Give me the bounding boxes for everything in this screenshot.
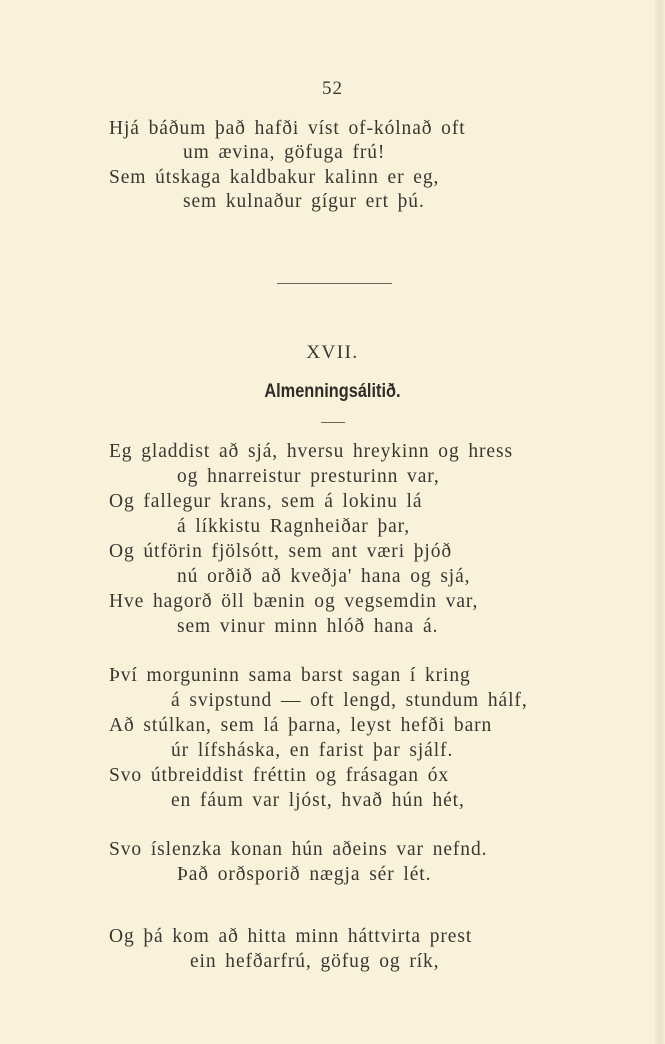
verse-line: úr lífsháska, en farist þar sjálf. <box>171 740 454 761</box>
verse-line: en fáum var ljóst, hvað hún hét, <box>171 790 465 811</box>
verse-line: Og þá kom að hitta minn háttvirta prest <box>109 926 473 947</box>
verse-line: Sem útskaga kaldbakur kalinn er eg, <box>109 167 440 188</box>
title-rule <box>321 422 345 423</box>
verse-line: Að stúlkan, sem lá þarna, leyst hefði barn <box>109 715 493 736</box>
section-divider <box>277 283 392 284</box>
page-number: 52 <box>322 78 343 99</box>
verse-line: Eg gladdist að sjá, hversu hreykinn og hress <box>109 441 513 462</box>
verse-line: Og útförin fjölsótt, sem ant væri þjóð <box>109 541 453 562</box>
verse-line: um ævina, göfuga frú! <box>183 142 386 163</box>
verse-line: Hjá báðum það hafði víst of-kólnað oft <box>109 118 466 139</box>
verse-line: sem vinur minn hlóð hana á. <box>177 616 439 637</box>
verse-line: Og fallegur krans, sem á lokinu lá <box>109 491 423 512</box>
verse-line: nú orðið að kveðja' hana og sjá, <box>177 566 471 587</box>
verse-line: Það orðsporið nægja sér lét. <box>177 864 432 885</box>
verse-line: sem kulnaður gígur ert þú. <box>183 191 425 212</box>
verse-line: ein hefðarfrú, göfug og rík, <box>190 951 440 972</box>
page-edge-shadow <box>655 0 665 1044</box>
verse-line: Því morguninn sama barst sagan í kring <box>109 665 471 686</box>
verse-line: á svipstund — oft lengd, stundum hálf, <box>171 690 528 711</box>
section-numeral: XVII. <box>306 342 359 363</box>
poem-title: Almenningsálitið. <box>264 381 401 402</box>
verse-line: Svo íslenzka konan hún aðeins var nefnd. <box>109 839 488 860</box>
verse-line: Hve hagorð öll bænin og vegsemdin var, <box>109 591 479 612</box>
verse-line: og hnarreistur presturinn var, <box>177 466 440 487</box>
verse-line: á líkkistu Ragnheiðar þar, <box>177 516 411 537</box>
verse-line: Svo útbreiddist fréttin og frásagan óx <box>109 765 450 786</box>
